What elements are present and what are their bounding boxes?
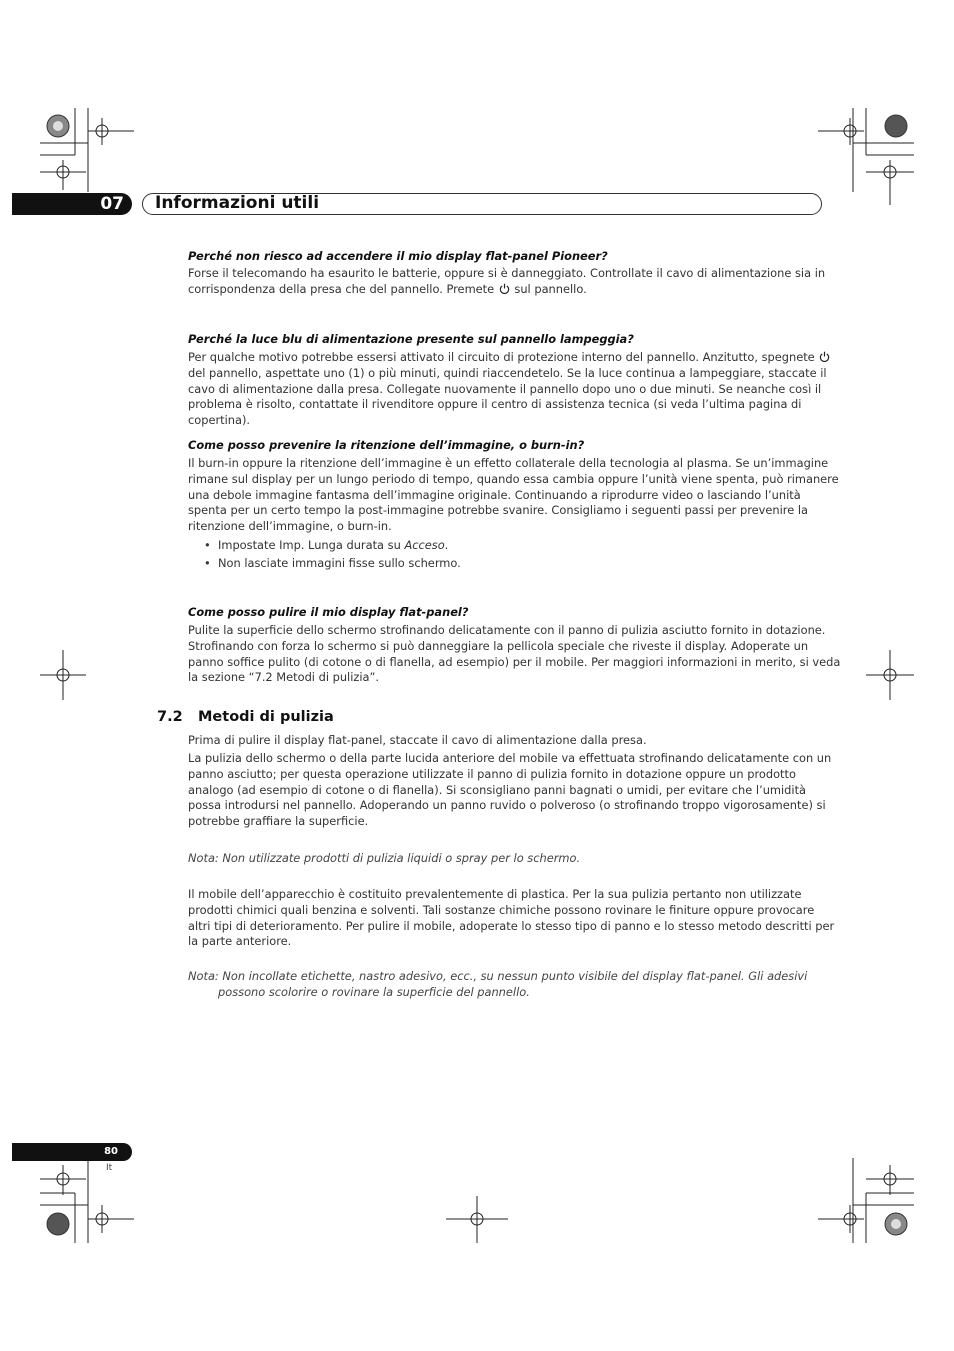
answer-line: rimane sul display per un lungo periodo di tempo, quando essa cambia oppure l’unità viene spenta, può rimanere — [188, 471, 839, 486]
paragraph-line: La pulizia dello schermo o della parte lucida anteriore del mobile va effettuata strofinando delicatamente con un — [188, 751, 832, 765]
faq-question-4: Come posso pulire il mio display flat-panel? — [188, 605, 469, 619]
faq-question-2: Perché la luce blu di alimentazione presente sul pannello lampeggia? — [188, 332, 634, 346]
section-paragraph-2 — [188, 751, 832, 830]
paragraph-line: panno asciutto; per questa operazione utilizzate il panno di pulizia fornito in dotazione oppure un prodotto — [188, 766, 796, 781]
paragraph-line: analogo (ad esempio di cotone o di flanella). Si sconsigliano panni bagnati o umidi, per evitare che l’umidità — [188, 782, 807, 797]
paragraph-line: altri tipi di deterioramento. Per pulire il mobile, adoperate lo stesso tipo di panno e lo stesso metodo descritti per — [188, 918, 835, 933]
section-paragraph-3 — [188, 887, 835, 950]
paragraph-line: la parte anteriore. — [188, 934, 292, 949]
registration-target-top-right — [885, 115, 907, 137]
bullet-dot: • — [204, 538, 211, 552]
answer-line: corrispondenza della presa che del pannello. Premete sul pannello. — [188, 281, 587, 296]
answer-line: Strofinando con forza lo schermo si può danneggiare la pellicola speciale che riveste il display. Adoperate un — [188, 638, 809, 653]
answer-line: del pannello, aspettate uno (1) o più minuti, quindi riaccendetelo. Se la luce continua a lampeggiare, staccate il — [188, 365, 827, 380]
registration-target-top-left — [47, 115, 69, 137]
answer-line: Per qualche motivo potrebbe essersi attivato il circuito di protezione interno del pannello. Anzitutto, spegnete — [188, 350, 824, 366]
faq-answer-3 — [188, 456, 839, 535]
answer-line: spenta per un certo tempo la post-immagine potrebbe svanire. Consigliamo i seguenti passi per prevenire la — [188, 503, 808, 518]
chapter-title: Informazioni utili — [155, 193, 320, 213]
note-line: Nota: Non incollate etichette, nastro adesivo, ecc., su nessun punto visibile del display flat-panel. Gli adesivi — [188, 969, 808, 983]
chapter-number-badge: 07 — [12, 193, 132, 215]
answer-line: Forse il telecomando ha esaurito le batterie, oppure si è danneggiato. Controllate il cavo di alimentazione sia in — [188, 266, 826, 280]
section-number: 7.2 — [157, 709, 183, 725]
note-2 — [188, 969, 807, 1001]
faq-answer-1 — [188, 266, 824, 298]
registration-target-bottom-left — [47, 1213, 69, 1235]
registration-target-bottom-right — [885, 1213, 907, 1235]
note-1: Nota: Non utilizzate prodotti di pulizia liquidi o spray per lo schermo. — [188, 851, 581, 865]
answer-line: la sezione “7.2 Metodi di pulizia”. — [188, 670, 380, 685]
faq-question-1: Perché non riesco ad accendere il mio display flat-panel Pioneer? — [188, 249, 608, 263]
page-number: 80 — [12, 1143, 132, 1161]
bullet-item: • Non lasciate immagini fisse sullo schermo. — [204, 556, 461, 570]
language-code: It — [106, 1163, 113, 1173]
answer-line: copertina). — [188, 413, 251, 428]
answer-line: Pulite la superficie dello schermo strofinando delicatamente con il panno di pulizia asciutto fornito in dotazione. — [188, 623, 826, 637]
power-icon — [819, 351, 830, 362]
paragraph-line: Il mobile dell’apparecchio è costituito prevalentemente di plastica. Per la sua pulizia pertanto non utilizzate — [188, 887, 802, 901]
note-line: possono scolorire o rovinare la superficie del pannello. — [218, 984, 530, 999]
faq-answer-2 — [188, 350, 827, 429]
answer-line: una debole immagine fantasma dell’immagine originale. Continuando a riprodurre video o lasciando l’unità — [188, 487, 801, 502]
power-icon — [499, 283, 510, 294]
section-paragraph-1 — [188, 733, 824, 749]
paragraph-line: possa introdursi nel pannello. Adoperando un panno ruvido o polveroso (o strofinando troppo vigorosamente) si — [188, 798, 826, 813]
paragraph-line: potrebbe graffiare la superficie. — [188, 814, 369, 829]
faq-answer-4 — [188, 623, 841, 686]
answer-line: Il burn-in oppure la ritenzione dell’immagine è un effetto collaterale della tecnologia al plasma. Se un’immagine — [188, 456, 829, 470]
paragraph-line: Prima di pulire il display flat-panel, staccate il cavo di alimentazione dalla presa. — [188, 733, 647, 747]
bullet-item: • Impostate Imp. Lunga durata su Acceso. — [204, 538, 449, 552]
answer-line: problema è risolto, contattate il rivenditore oppure il centro di assistenza tecnica (si veda l’ultima pagina di — [188, 397, 802, 412]
paragraph-line: prodotti chimici quali benzina e solventi. Tali sostanze chimiche possono rovinare le finiture oppure provocare — [188, 902, 815, 917]
answer-line: panno soffice pulito (di cotone o di flanella, ad esempio) per il mobile. Per maggiori informazioni in merito, si veda — [188, 654, 841, 669]
faq-question-3: Come posso prevenire la ritenzione dell’immagine, o burn-in? — [188, 438, 585, 452]
section-title: Metodi di pulizia — [198, 709, 334, 725]
bullet-dot: • — [204, 556, 211, 570]
answer-line: cavo di alimentazione dalla presa. Collegate nuovamente il pannello dopo uno o due minuti. Se neanche così il — [188, 381, 822, 396]
answer-line: ritenzione dell’immagine, o burn-in. — [188, 519, 392, 534]
